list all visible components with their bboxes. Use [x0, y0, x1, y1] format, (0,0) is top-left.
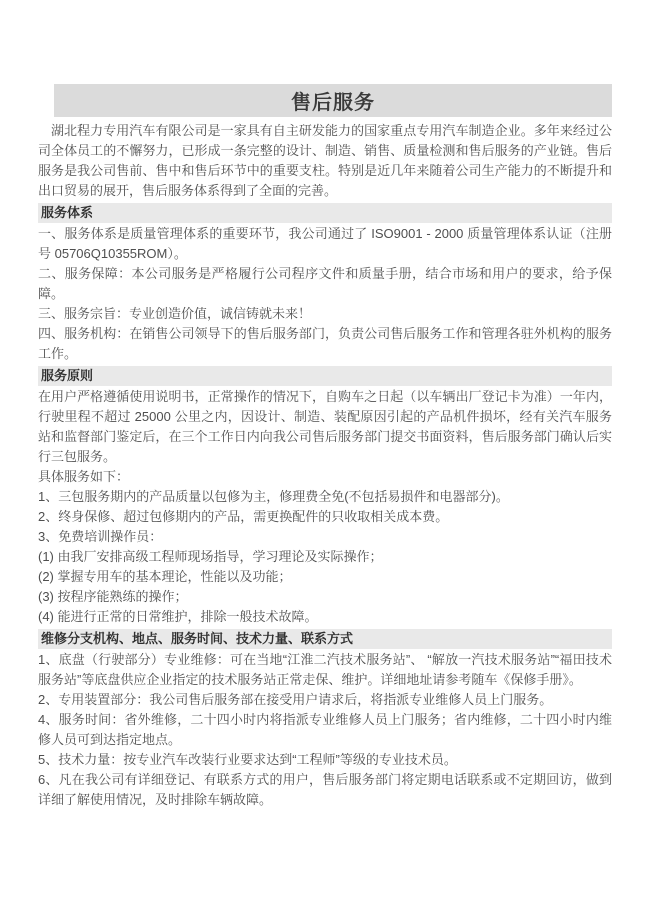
paragraph-principles-subitem-3: (3) 按程序能熟练的操作； [38, 589, 188, 604]
paragraph-service-system-3: 三、服务宗旨：专业创造价值，诚信铸就未来！ [38, 306, 312, 321]
page-title: 售后服务 [291, 92, 375, 114]
paragraph-principles-subitem-4: (4) 能进行正常的日常维护，排除一般技术故障。 [38, 609, 318, 624]
paragraph-principles-warranty-terms: 在用户严格遵循使用说明书，正常操作的情况下，自购车之日起（以车辆出厂登记卡为准）一年内，行驶里程不超过 25000 公里之内，因设计、制造、装配原因引起的产品机件损坏，经有关汽车服务站和监督部门鉴定后，在三个工作日内向我公司售后服务部门提交书面资料，售后服务部门确认后实行三包服务。 [38, 389, 612, 464]
paragraph-principles-item-1: 1、三包服务期内的产品质量以包修为主，修理费全免(不包括易损件和电器部分)。 [38, 489, 509, 504]
paragraph-service-system-4: 四、服务机构：在销售公司领导下的售后服务部门，负责公司售后服务工作和管理各驻外机构的服务工作。 [38, 326, 612, 361]
paragraph-principles-item-2: 2、终身保修、超过包修期内的产品，需更换配件的只收取相关成本费。 [38, 509, 449, 524]
paragraph-network-item-6: 6、凡在我公司有详细登记、有联系方式的用户，售后服务部门将定期电话联系或不定期回访，做到详细了解使用情况，及时排除车辆故障。 [38, 772, 612, 807]
paragraph-principles-intro-line: 具体服务如下： [38, 469, 130, 484]
section-heading-service-principles: 服务原则 [38, 366, 612, 386]
section-heading-service-network: 维修分支机构、地点、服务时间、技术力量、联系方式 [38, 629, 612, 649]
paragraph-network-item-1: 1、底盘（行驶部分）专业维修：可在当地“江淮二汽技术服务站”、 “解放一汽技术服务站”“福田技术服务站”等底盘供应企业指定的技术服务站正常走保、维护。详细地址请参考随车《保修手册》。 [38, 652, 612, 687]
paragraph-principles-item-3: 3、免费培训操作员： [38, 529, 163, 544]
paragraph-principles-subitem-1: (1) 由我厂安排高级工程师现场指导，学习理论及实际操作； [38, 549, 383, 564]
paragraph-service-system-1: 一、服务体系是质量管理体系的重要环节，我公司通过了 ISO9001 - 2000 质量管理体系认证（注册号 05706Q10355ROM）。 [38, 226, 612, 261]
paragraph-network-item-5: 5、技术力量：按专业汽车改装行业要求达到“工程师”等级的专业技术员。 [38, 752, 457, 767]
paragraph-principles-subitem-2: (2) 掌握专用车的基本理论，性能以及功能； [38, 569, 292, 584]
paragraph-network-item-4: 4、服务时间：省外维修，二十四小时内将指派专业维修人员上门服务；省内维修，二十四小时内维修人员可到达指定地点。 [38, 712, 612, 747]
paragraph-network-item-2: 2、专用装置部分：我公司售后服务部在接受用户请求后，将指派专业维修人员上门服务。 [38, 692, 553, 707]
section-heading-service-system: 服务体系 [38, 203, 612, 223]
intro-paragraph: 湖北程力专用汽车有限公司是一家具有自主研发能力的国家重点专用汽车制造企业。多年来经过公司全体员工的不懈努力，已形成一条完整的设计、制造、销售、质量检测和售后服务的产业链。售后服务是我公司售前、售中和售后环节中的重要支柱。特别是近几年来随着公司生产能力的不断提升和出口贸易的展开，售后服务体系得到了全面的完善。 [38, 123, 612, 198]
document-title-bar [54, 84, 612, 117]
paragraph-service-system-2: 二、服务保障：本公司服务是严格履行公司程序文件和质量手册，结合市场和用户的要求，给予保障。 [38, 266, 612, 301]
